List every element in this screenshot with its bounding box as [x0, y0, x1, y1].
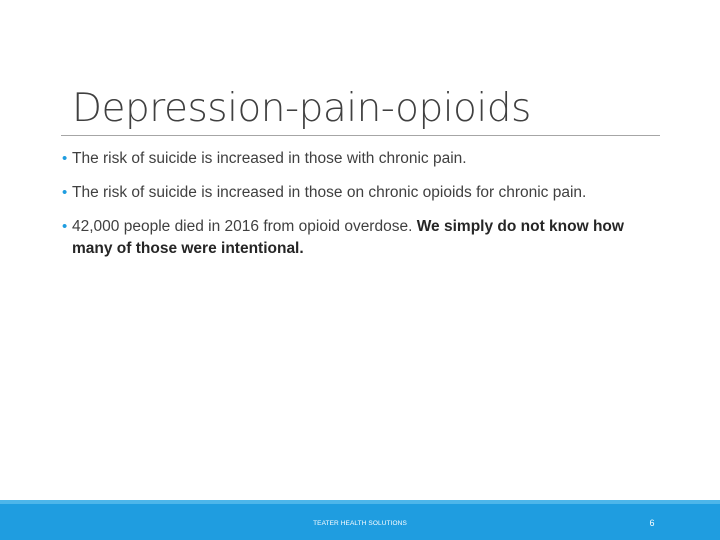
footer-company-name: TEATER HEALTH SOLUTIONS	[313, 520, 407, 527]
bullet-dot-icon: •	[62, 184, 68, 201]
bullet-bold-text: We simply do not know how many of those were intentional.	[72, 218, 624, 257]
title-divider	[61, 135, 660, 136]
bullet-item	[62, 182, 662, 204]
bullet-dot-icon: •	[62, 218, 68, 235]
bullet-text: The risk of suicide is increased in those with chronic pain.	[72, 150, 467, 167]
bullet-text: 42,000 people died in 2016 from opioid overdose.	[72, 218, 417, 235]
slide-number: 6	[649, 518, 655, 528]
bullet-dot-icon: •	[62, 150, 68, 167]
bullet-text: The risk of suicide is increased in those on chronic opioids for chronic pain.	[72, 184, 587, 201]
bullet-list	[62, 148, 662, 272]
slide-title: Depression-pain-opioids	[72, 86, 531, 131]
bullet-item	[62, 148, 662, 170]
bullet-item	[62, 216, 662, 260]
